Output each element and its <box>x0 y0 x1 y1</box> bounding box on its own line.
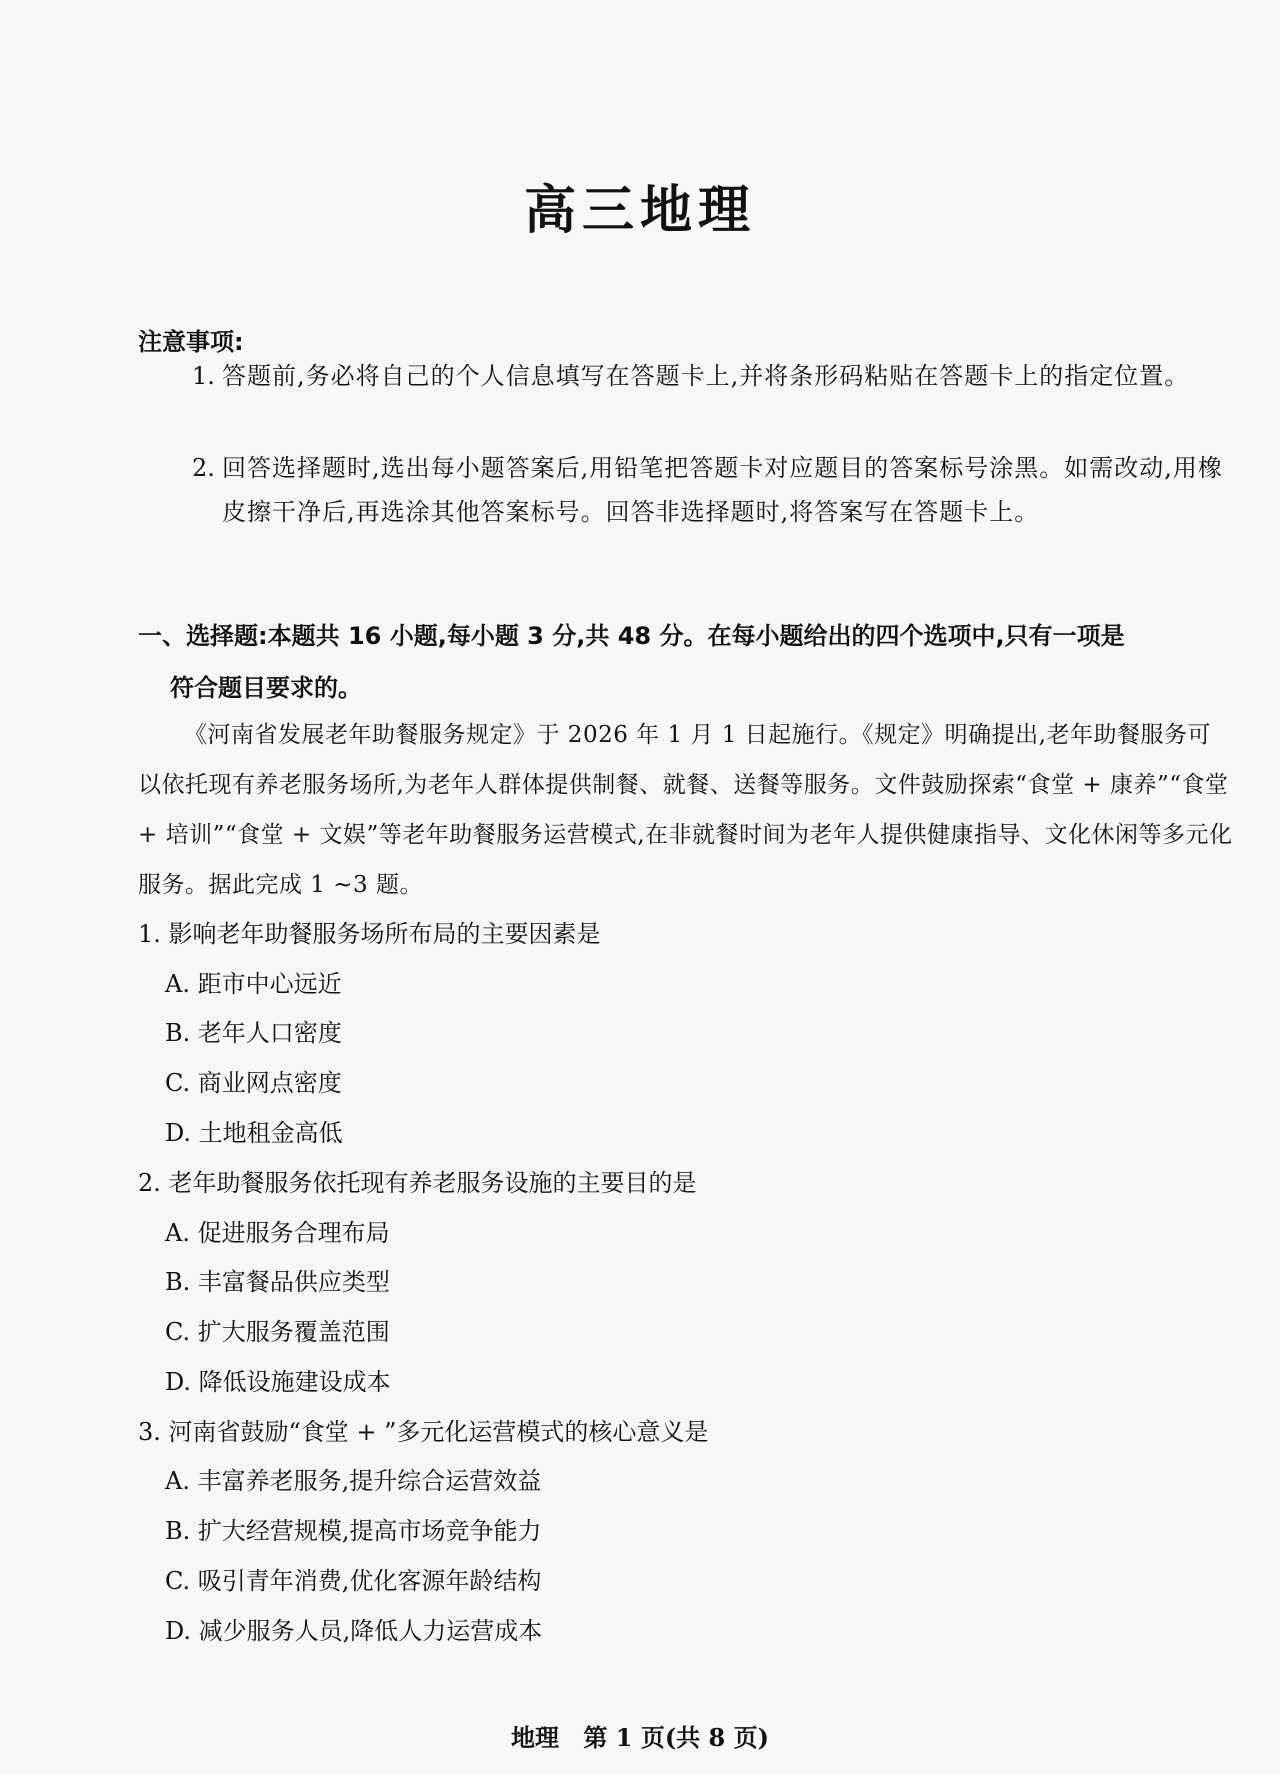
question-3-option-d: D. 减少服务人员,降低人力运营成本 <box>165 1617 543 1645</box>
question-1-option-a: A. 距市中心远近 <box>165 970 342 998</box>
notice-heading: 注意事项: <box>138 328 244 356</box>
notice-item-text: 回答选择题时,选出每小题答案后,用铅笔把答题卡对应题目的答案标号涂黑。如需改动,用橡皮擦干净后,再选涂其他答案标号。回答非选择题时,将答案写在答题卡上。 <box>222 454 1223 526</box>
notice-item-text: 答题前,务必将自己的个人信息填写在答题卡上,并将条形码粘贴在答题卡上的指定位置。 <box>222 362 1190 390</box>
section-heading-line1: 一、选择题:本题共 16 小题,每小题 3 分,共 48 分。在每小题给出的四个选项中,只有一项是 <box>138 622 1125 650</box>
page-title: 高三地理 <box>523 181 756 241</box>
question-3-stem: 3. 河南省鼓励“食堂 + ”多元化运营模式的核心意义是 <box>138 1418 709 1446</box>
question-3-option-c: C. 吸引青年消费,优化客源年龄结构 <box>165 1567 542 1595</box>
question-1-stem: 1. 影响老年助餐服务场所布局的主要因素是 <box>138 920 601 948</box>
question-2-stem: 2. 老年助餐服务依托现有养老服务设施的主要目的是 <box>138 1169 697 1197</box>
question-1-option-d: D. 土地租金高低 <box>165 1119 343 1147</box>
notice-item-number: 1. <box>192 362 215 390</box>
footer-page-number: 第 1 页(共 8 页) <box>583 1723 769 1752</box>
question-1-option-b: B. 老年人口密度 <box>165 1019 342 1047</box>
question-2-option-c: C. 扩大服务覆盖范围 <box>165 1318 390 1346</box>
question-1-option-c: C. 商业网点密度 <box>165 1069 342 1097</box>
page-footer <box>0 1718 1280 1753</box>
question-3-option-b: B. 扩大经营规模,提高市场竞争能力 <box>165 1517 542 1545</box>
notice-item-2 <box>192 446 1232 534</box>
section-heading <box>138 610 1233 714</box>
section-heading-line2: 符合题目要求的。 <box>170 674 362 702</box>
question-2-option-b: B. 丰富餐品供应类型 <box>165 1268 390 1296</box>
question-3-option-a: A. 丰富养老服务,提升综合运营效益 <box>165 1467 542 1495</box>
notice-item-1 <box>192 354 1232 398</box>
footer-subject: 地理 <box>511 1723 560 1752</box>
question-2-option-d: D. 降低设施建设成本 <box>165 1368 391 1396</box>
reading-passage: 《河南省发展老年助餐服务规定》于 2026 年 1 月 1 日起施行。《规定》明确提出,老年助餐服务可以依托现有养老服务场所,为老年人群体提供制餐、就餐、送餐等服务。文件鼓励探索“食堂 + 康养”“食堂 + 培训”“食堂 + 文娱”等老年助餐服务运营模式,在非就餐时间为老年人提供健康指导、文化休闲等多元化服务。据此完成 1 ~3 题。 <box>138 722 1233 898</box>
question-2-option-a: A. 促进服务合理布局 <box>165 1219 390 1247</box>
notice-item-number: 2. <box>192 454 215 482</box>
